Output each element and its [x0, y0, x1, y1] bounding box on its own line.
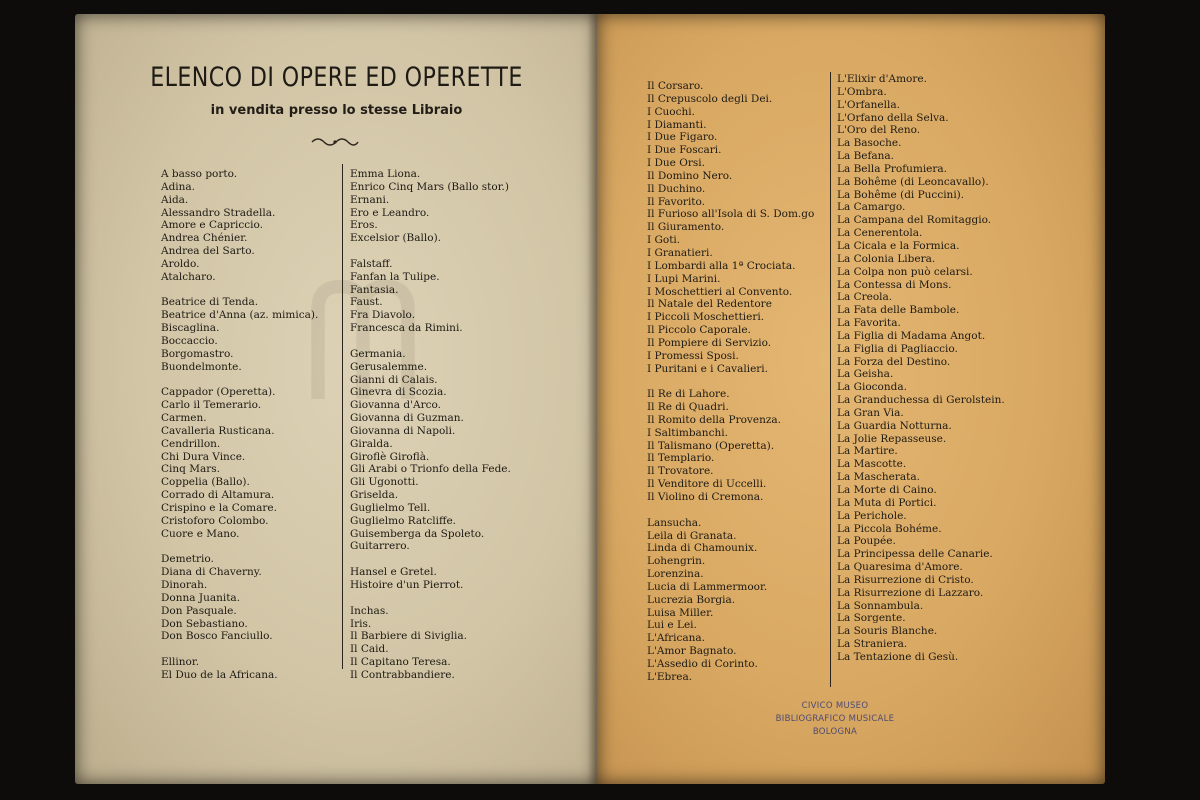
opera-entry: Ero e Leandro. [350, 206, 430, 219]
opera-entry: La Martire. [837, 445, 898, 458]
opera-entry: La Tentazione di Gesù. [837, 650, 959, 663]
opera-entry: Il Trovatore. [647, 465, 714, 478]
opera-entry: Guglielmo Tell. [350, 501, 431, 514]
opera-entry: Demetrio. [161, 553, 214, 566]
opera-entry: La Creola. [837, 291, 893, 304]
opera-entry: Il Re di Quadri. [647, 401, 729, 414]
opera-entry: La Bella Profumiera. [837, 162, 948, 175]
opera-entry: La Bohême (di Leoncavallo). [837, 175, 989, 188]
opera-entry: La Morte di Caino. [837, 484, 937, 496]
opera-entry: L'Ombra. [837, 85, 887, 98]
opera-entry: La Cenerentola. [837, 227, 923, 240]
opera-entry: Il Templario. [647, 452, 715, 465]
opera-entry: Gianni di Calais. [350, 373, 438, 386]
opera-entry: Il Giuramento. [647, 221, 725, 234]
opera-entry: Alessandro Stradella. [161, 206, 276, 219]
opera-entry: Faust. [350, 296, 383, 309]
section-gap [647, 504, 814, 517]
opera-entry: Giovanna di Guzman. [350, 412, 464, 425]
opera-entry: Carmen. [161, 412, 207, 425]
right-page [597, 14, 1105, 784]
opera-entry: Beatrice di Tenda. [161, 296, 259, 309]
opera-entry: Don Pasquale. [161, 604, 237, 617]
opera-entry: Luisa Miller. [647, 606, 714, 619]
opera-entry: Enrico Cinq Mars (Ballo stor.) [350, 180, 509, 193]
opera-entry: Il Domino Nero. [647, 169, 733, 182]
opera-entry: La Perichole. [837, 509, 907, 522]
opera-entry: Borgomastro. [161, 347, 234, 360]
opera-entry: Francesca da Rimini. [350, 322, 463, 335]
opera-entry: Il Violino di Cremona. [647, 491, 764, 503]
opera-entry: La Piccola Bohéme. [837, 522, 942, 535]
opera-entry: La Mascotte. [837, 458, 907, 471]
opera-entry: Il Venditore di Uccelli. [647, 478, 767, 491]
opera-entry: La Figlia di Madama Angot. [837, 329, 986, 342]
opera-entry: Il Capitano Teresa. [350, 656, 451, 669]
opera-entry: Boccaccio. [161, 334, 218, 347]
opera-entry: I Piccoli Moschettieri. [647, 311, 765, 324]
column-divider [830, 72, 831, 687]
opera-entry: Fantasia. [350, 283, 399, 296]
section-gap [350, 553, 511, 566]
opera-entry: Amore e Capriccio. [161, 219, 263, 232]
catalogue-subtitle: in vendita presso lo stesse Libraio [210, 103, 463, 118]
opera-entry: La Favorita. [837, 317, 901, 330]
opera-entry: I Granatieri. [647, 246, 713, 259]
opera-entry: Il Contrabbandiere. [350, 668, 455, 681]
opera-entry: Cavalleria Rusticana. [161, 424, 275, 437]
opera-entry: Guitarrero. [350, 540, 410, 553]
opera-entry: I Diamanti. [647, 118, 707, 131]
opera-entry: Fanfan la Tulipe. [350, 270, 440, 283]
opera-list-column-1 [161, 168, 318, 682]
opera-entry: I Cuochi. [647, 105, 695, 118]
section-gap [161, 643, 318, 656]
opera-entry: La Gioconda. [837, 381, 907, 394]
opera-entry: I Due Foscari. [647, 144, 722, 157]
opera-entry: Falstaff. [350, 257, 393, 270]
opera-entry: Lansucha. [647, 516, 702, 529]
opera-entry: La Cicala e la Formica. [837, 239, 960, 252]
opera-entry: La Granduchessa di Gerolstein. [837, 394, 1005, 407]
left-page [75, 14, 598, 784]
opera-entry: Coppelia (Ballo). [161, 476, 250, 489]
stamp-line: BOLOGNA [812, 727, 858, 737]
opera-entry: Iris. [350, 617, 372, 630]
opera-entry: Giovanna di Napoli. [350, 424, 456, 437]
opera-entry: L'Africana. [647, 632, 706, 645]
section-gap [161, 540, 318, 553]
opera-entry: Gli Arabi o Trionfo della Fede. [350, 463, 511, 476]
opera-entry: La Jolie Repasseuse. [837, 432, 947, 445]
opera-entry: La Muta di Portici. [837, 496, 937, 509]
opera-entry: Lorenzina. [647, 568, 704, 581]
opera-entry: Gli Ugonotti. [350, 476, 419, 489]
opera-entry: Cuore e Mano. [161, 527, 240, 540]
opera-entry: Il Crepuscolo degli Dei. [647, 92, 773, 105]
opera-entry: L'Ebrea. [647, 670, 693, 683]
opera-entry: Lohengrin. [647, 555, 706, 568]
opera-entry: Ernani. [350, 193, 390, 206]
opera-entry: Buondelmonte. [161, 360, 242, 373]
opera-entry: La Poupée. [837, 535, 896, 548]
opera-list-column-4 [837, 73, 1005, 664]
stamp-line: BIBLIOGRAFICO MUSICALE [775, 714, 895, 724]
opera-entry: Cinq Mars. [161, 463, 220, 476]
opera-entry: Corrado di Altamura. [161, 489, 275, 502]
opera-entry: La Basoche. [837, 137, 902, 150]
section-gap [647, 375, 814, 388]
opera-entry: Andrea del Sarto. [161, 245, 255, 258]
opera-entry: Beatrice d'Anna (az. mimica). [161, 309, 319, 322]
opera-entry: La Fata delle Bambole. [837, 304, 960, 317]
opera-entry: Germania. [350, 347, 406, 360]
opera-entry: Il Pompiere di Servizio. [647, 336, 772, 349]
opera-entry: La Mascherata. [837, 471, 920, 484]
opera-entry: Il Talismano (Operetta). [647, 439, 775, 452]
opera-entry: La Principessa delle Canarie. [837, 548, 993, 561]
opera-entry: I Promessi Sposi. [647, 349, 739, 362]
opera-entry: La Souris Blanche. [837, 625, 938, 638]
opera-entry: Cappador (Operetta). [161, 386, 276, 399]
opera-entry: Emma Liona. [350, 168, 421, 180]
opera-entry: Lucrezia Borgia. [647, 593, 736, 606]
opera-entry: I Saltimbanchi. [647, 426, 728, 439]
opera-entry: Il Favorito. [647, 195, 706, 208]
opera-entry: Andrea Chénier. [161, 232, 248, 245]
opera-entry: Gerusalemme. [350, 360, 428, 373]
opera-entry: Giroflè Giroflà. [350, 450, 430, 463]
opera-entry: Don Sebastiano. [161, 617, 248, 630]
opera-entry: Donna Juanita. [161, 591, 241, 604]
opera-entry: Il Romito della Provenza. [647, 413, 781, 426]
opera-entry: Griselda. [350, 489, 399, 502]
opera-entry: La Colonia Libera. [837, 252, 936, 265]
stamp-line: CIVICO MUSEO [801, 701, 869, 711]
opera-entry: I Puritani e i Cavalieri. [647, 362, 769, 375]
opera-entry: Il Natale del Redentore [647, 298, 772, 311]
opera-list-column-3 [647, 80, 814, 684]
opera-entry: Excelsior (Ballo). [350, 232, 442, 245]
opera-entry: Don Bosco Fanciullo. [161, 630, 273, 643]
opera-entry: La Straniera. [837, 638, 908, 651]
opera-entry: Guisemberga da Spoleto. [350, 527, 485, 540]
opera-entry: La Camargo. [837, 201, 906, 214]
opera-entry: I Lombardi alla 1ª Crociata. [647, 259, 796, 272]
opera-entry: I Due Orsi. [647, 157, 705, 170]
opera-entry: Il Duchino. [647, 182, 706, 195]
opera-entry: Crispino e la Comare. [161, 501, 277, 514]
opera-entry: La Colpa non può celarsi. [837, 265, 973, 278]
section-gap [161, 374, 318, 387]
opera-entry: Il Barbiere di Siviglia. [350, 630, 467, 643]
opera-entry: L'Orfano della Selva. [837, 111, 949, 124]
opera-entry: El Duo de la Africana. [161, 668, 278, 681]
catalogue-title: ELENCO DI OPERE ED OPERETTE [150, 62, 523, 93]
opera-entry: Lui e Lei. [647, 619, 697, 632]
opera-entry: La Quaresima d'Amore. [837, 561, 963, 574]
opera-entry: I Lupi Marini. [647, 272, 721, 285]
opera-entry: L'Elixir d'Amore. [837, 73, 927, 85]
opera-entry: Carlo il Temerario. [161, 399, 262, 412]
opera-entry: La Figlia di Pagliaccio. [837, 342, 958, 355]
opera-entry: I Goti. [647, 234, 681, 247]
opera-entry: L'Oro del Reno. [837, 124, 921, 137]
opera-entry: Lucia di Lammermoor. [647, 580, 768, 593]
opera-entry: Hansel e Gretel. [350, 566, 437, 579]
opera-entry: La Bohême (di Puccini). [837, 188, 965, 201]
opera-entry: Atalcharo. [161, 270, 216, 283]
opera-entry: La Geisha. [837, 368, 894, 381]
opera-entry: L'Amor Bagnato. [647, 645, 737, 658]
opera-entry: Aida. [161, 193, 189, 206]
section-gap [350, 245, 511, 258]
opera-entry: Leila di Granata. [647, 529, 737, 542]
opera-entry: Aroldo. [161, 257, 200, 270]
opera-entry: La Risurrezione di Cristo. [837, 573, 974, 586]
opera-entry: Giovanna d'Arco. [350, 399, 441, 412]
library-stamp [765, 700, 905, 739]
section-gap [350, 592, 511, 605]
opera-entry: L'Orfanella. [837, 98, 900, 111]
column-divider [342, 164, 343, 669]
opera-entry: Diana di Chaverny. [161, 566, 262, 579]
ornament-icon [310, 135, 360, 149]
opera-entry: Cristoforo Colombo. [161, 514, 269, 527]
section-gap [350, 335, 511, 348]
opera-entry: Il Piccolo Caporale. [647, 324, 751, 337]
opera-entry: Biscaglina. [161, 322, 220, 335]
opera-entry: La Sorgente. [837, 612, 906, 625]
opera-entry: Il Caid. [350, 643, 389, 656]
opera-entry: I Due Figaro. [647, 131, 718, 144]
opera-entry: La Befana. [837, 150, 895, 163]
opera-entry: La Contessa di Mons. [837, 278, 952, 291]
opera-entry: La Campana del Romitaggio. [837, 214, 992, 227]
opera-entry: Cendrillon. [161, 437, 221, 450]
opera-entry: La Gran Via. [837, 406, 904, 419]
opera-entry: Guglielmo Ratcliffe. [350, 514, 457, 527]
opera-entry: Ginevra di Scozia. [350, 386, 447, 399]
opera-entry: Il Re di Lahore. [647, 388, 730, 401]
opera-entry: Inchas. [350, 604, 389, 617]
opera-entry: A basso porto. [161, 168, 238, 180]
opera-entry: Fra Diavolo. [350, 309, 416, 322]
opera-entry: L'Assedio di Corinto. [647, 657, 758, 670]
opera-entry: Dinorah. [161, 579, 208, 591]
opera-entry: Il Corsaro. [647, 80, 704, 92]
opera-entry: Histoire d'un Pierrot. [350, 579, 464, 591]
opera-entry: La Guardia Notturna. [837, 419, 952, 432]
opera-entry: Eros. [350, 219, 378, 232]
opera-entry: Chi Dura Vince. [161, 450, 246, 463]
opera-entry: La Forza del Destino. [837, 355, 951, 368]
opera-entry: Il Furioso all'Isola di S. Dom.go [647, 208, 815, 221]
opera-entry: Linda di Chamounix. [647, 542, 758, 555]
opera-entry: Adina. [161, 180, 196, 193]
opera-list-column-2 [350, 168, 511, 682]
opera-entry: La Sonnambula. [837, 599, 924, 612]
opera-entry: Ellinor. [161, 656, 200, 669]
opera-entry: La Risurrezione di Lazzaro. [837, 586, 984, 599]
opera-entry: I Moschettieri al Convento. [647, 285, 793, 298]
opera-entry: Giralda. [350, 437, 393, 450]
section-gap [161, 284, 318, 297]
